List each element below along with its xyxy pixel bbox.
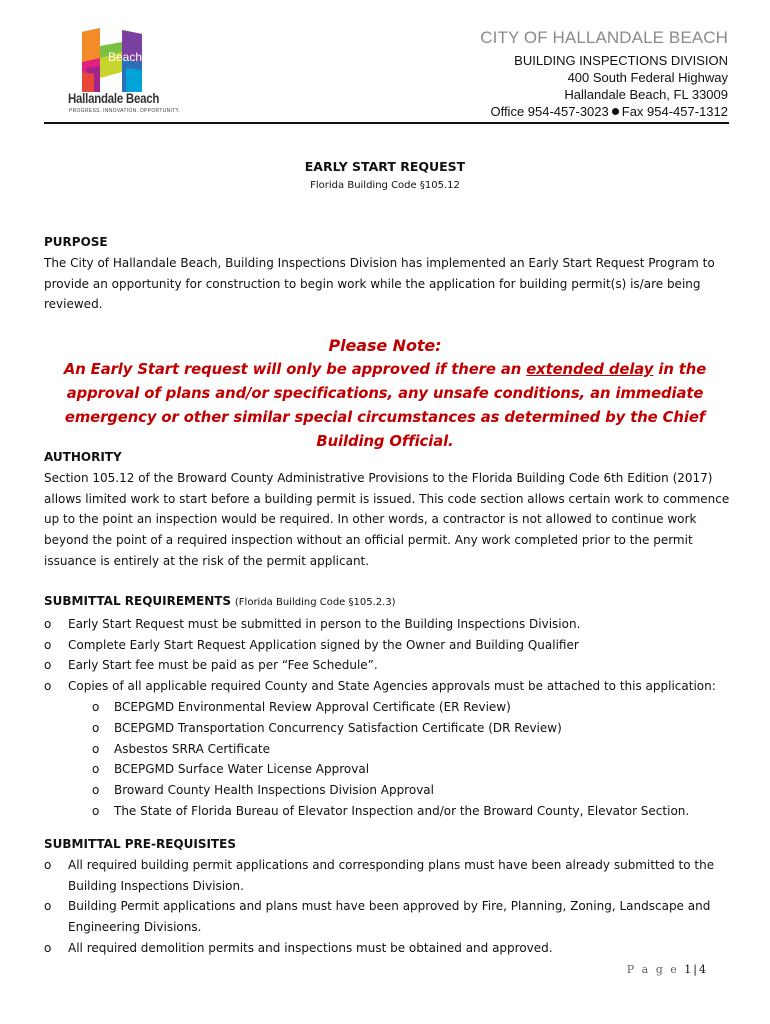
list-item <box>44 938 734 959</box>
note-text-underlined: extended delay <box>526 361 654 378</box>
list-item <box>44 635 734 656</box>
sublist-item <box>92 801 734 822</box>
circle-bullet-icon: o <box>92 699 100 714</box>
document-title <box>0 159 770 191</box>
circle-bullet-icon: o <box>92 741 100 756</box>
submittal-heading: SUBMITTAL REQUIREMENTS <box>44 594 232 608</box>
note-heading: Please Note: <box>328 336 442 355</box>
please-note <box>30 334 740 454</box>
circle-bullet-icon: o <box>44 679 52 694</box>
authority-section <box>44 447 734 572</box>
address-line-1: 400 South Federal Highway <box>567 70 728 85</box>
list-item <box>44 614 734 635</box>
list-item-text: All required building permit applications and corresponding plans must have been already submitted to the Building Inspections Division. <box>68 857 715 893</box>
page-word: P a g e <box>626 963 679 976</box>
submittal-list <box>44 614 734 822</box>
prereq-section <box>44 834 734 959</box>
circle-bullet-icon: o <box>44 899 52 914</box>
city-name: CITY OF HALLANDALE BEACH <box>480 28 728 47</box>
list-item-text: Early Start fee must be paid as per “Fee Schedule”. <box>68 658 378 673</box>
sublist-item-text: The State of Florida Bureau of Elevator Inspection and/or the Broward County, Elevator Section. <box>114 803 690 818</box>
letterhead <box>480 28 728 120</box>
sublist-item-text: Asbestos SRRA Certificate <box>114 741 270 756</box>
list-item <box>44 855 734 897</box>
sublist-item <box>92 780 734 801</box>
page-separator: | <box>693 963 699 976</box>
page-total: 4 <box>699 963 708 976</box>
prereq-list <box>44 855 734 959</box>
logo-word: Beach <box>108 50 143 64</box>
sublist-item-text: Broward County Health Inspections Division Approval <box>114 783 434 798</box>
submittal-section <box>44 591 734 822</box>
list-item-text: Copies of all applicable required County and State Agencies approvals must be attached to this application: <box>68 679 716 694</box>
list-item-text: Early Start Request must be submitted in person to the Building Inspections Division. <box>68 616 581 631</box>
logo-name: Hallandale Beach <box>68 90 160 106</box>
sublist-item <box>92 759 734 780</box>
circle-bullet-icon: o <box>44 940 52 955</box>
list-item <box>44 655 734 676</box>
circle-bullet-icon: o <box>92 783 100 798</box>
circle-bullet-icon: o <box>44 658 52 673</box>
circle-bullet-icon: o <box>92 803 100 818</box>
sublist-item <box>92 718 734 739</box>
circle-bullet-icon: o <box>44 616 52 631</box>
submittal-heading-line <box>44 591 734 614</box>
sublist-item-text: BCEPGMD Transportation Concurrency Satisfaction Certificate (DR Review) <box>114 720 562 735</box>
note-text <box>30 358 740 454</box>
page-number: 1 <box>684 963 694 976</box>
note-text-post: in the approval of plans and/or specifications, any unsafe conditions, an immediate emergency or other similar special circumstances as determined by the Chief Building Official. <box>64 361 707 450</box>
circle-bullet-icon: o <box>44 637 52 652</box>
header-rule <box>44 122 729 124</box>
logo-tagline: PROGRESS. INNOVATION. OPPORTUNITY. <box>69 108 181 114</box>
purpose-text: The City of Hallandale Beach, Building Inspections Division has implemented an Early Start Request Program to provide an opportunity for construction to begin work while the application for building permit(s) is/are being reviewed. <box>44 255 715 312</box>
office-phone: Office 954-457-3023 <box>490 104 609 119</box>
purpose-section <box>44 232 734 315</box>
authority-heading: AUTHORITY <box>44 450 122 464</box>
list-item <box>44 676 734 822</box>
list-item-text: All required demolition permits and inspections must be obtained and approved. <box>68 940 553 955</box>
page-footer <box>627 963 708 976</box>
circle-bullet-icon: o <box>92 762 100 777</box>
division-name: BUILDING INSPECTIONS DIVISION <box>514 53 728 68</box>
sublist-item-text: BCEPGMD Surface Water License Approval <box>114 762 370 777</box>
bullet-dot-icon <box>612 108 619 115</box>
sublist-item-text: BCEPGMD Environmental Review Approval Certificate (ER Review) <box>114 699 511 714</box>
list-item <box>44 896 734 938</box>
circle-bullet-icon: o <box>92 720 100 735</box>
address-line-2: Hallandale Beach, FL 33009 <box>564 87 728 102</box>
sublist-item <box>92 739 734 760</box>
title-sub: Florida Building Code §105.12 <box>310 180 460 191</box>
approvals-sublist <box>92 697 734 822</box>
fax-number: Fax 954-457-1312 <box>621 104 728 119</box>
list-item-text: Building Permit applications and plans must have been approved by Fire, Planning, Zoning, Landscape and Engineering Divisions. <box>68 899 711 935</box>
purpose-heading: PURPOSE <box>44 235 108 249</box>
note-text-pre: An Early Start request will only be approved if there an <box>63 361 527 378</box>
circle-bullet-icon: o <box>44 857 52 872</box>
authority-text: Section 105.12 of the Broward County Administrative Provisions to the Florida Building Code 6th Edition (2017) allows limited work to start before a building permit is issued. This code section allows certain work to commence up to the point an inspection would be required. In other words, a contractor is not allowed to continue work beyond the point of a required inspection without an official permit. Any work completed prior to the permit issuance is entirely at the risk of the permit applicant. <box>44 470 730 568</box>
contact-line <box>480 103 728 120</box>
sublist-item <box>92 697 734 718</box>
submittal-ref: (Florida Building Code §105.2.3) <box>234 597 396 608</box>
prereq-heading: SUBMITTAL PRE-REQUISITES <box>44 837 236 851</box>
list-item-text: Complete Early Start Request Application signed by the Owner and Building Qualifier <box>68 637 579 652</box>
title-main: EARLY START REQUEST <box>304 159 466 174</box>
